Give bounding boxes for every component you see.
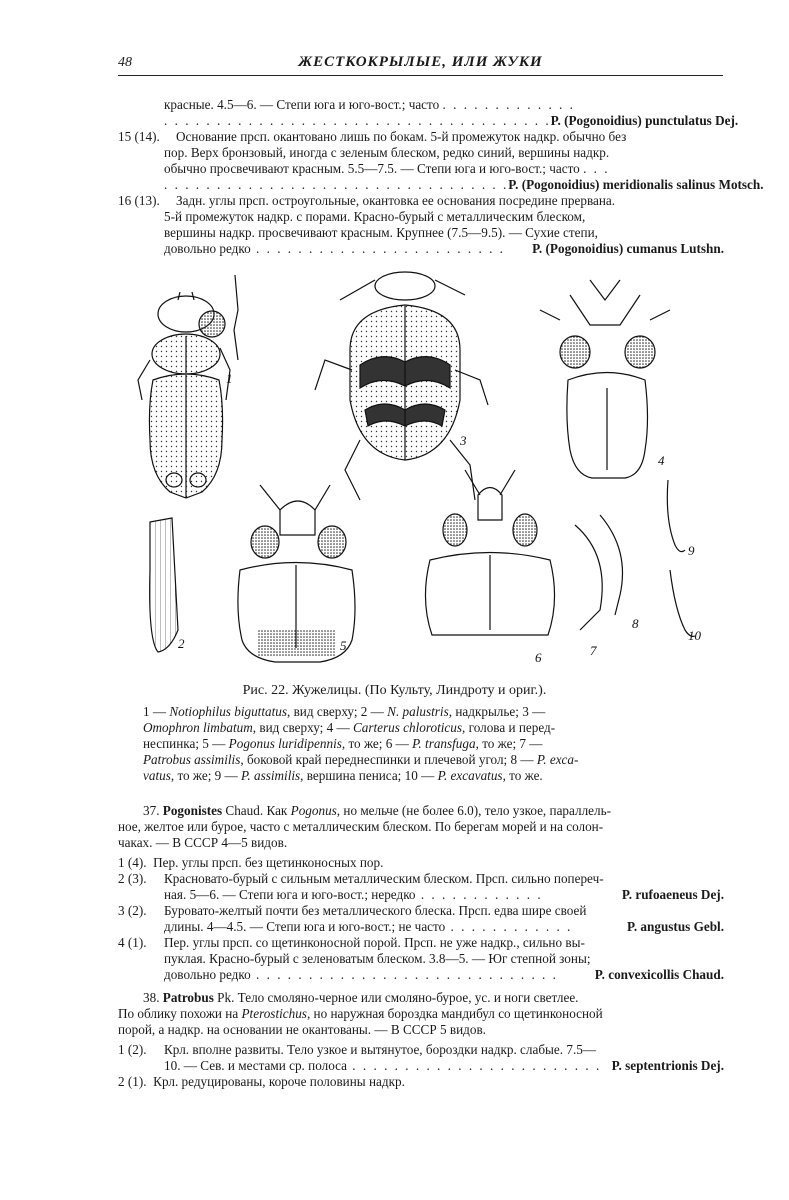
leader-dots: . . . . . . . . . . . . . . . . . . . . . . . . . . . . . . . . . . . . . (164, 113, 551, 128)
species-name: P. convexicollis Chaud. (594, 967, 724, 982)
beetle-3-drawing (315, 272, 488, 500)
figure-label: 9 (688, 543, 695, 558)
key-line: довольно редко . . . . . . . . . . . . . . . . . . . . . . . . . . . . . P. convexicollis Chaud. (164, 967, 724, 982)
outline-7-drawing (575, 525, 602, 630)
figure-label: 8 (632, 616, 639, 631)
outline-9-drawing (667, 480, 685, 552)
species-name: P. (Pogonoidius) cumanus Lutshn. (532, 241, 724, 256)
legend-line: 1 — Notiophilus biguttatus, вид сверху; 2 — N. palustris, надкрылье; 3 — (143, 704, 546, 719)
figure-label: 3 (460, 433, 467, 448)
legend-line: неспинка; 5 — Pogonus luridipennis, то же; 6 — P. transfuga, то же; 7 — (143, 736, 543, 751)
key-line: Основание прсп. окантовано лишь по бокам. 5-й промежуток надкр. обычно без (176, 129, 627, 144)
key-line: ная. 5—6. — Степи юга и юго-вост.; нередко . . . . . . . . . . . . P. rufoaeneus Dej. (164, 887, 724, 902)
couplet-number: 15 (14). (118, 129, 160, 144)
species-name: P. rufoaeneus Dej. (621, 887, 724, 902)
legend-line: Omophron limbatum, вид сверху; 4 — Carterus chloroticus, голова и перед- (143, 720, 556, 735)
outline-10-drawing (670, 570, 695, 636)
key-line: Буровато-желтый почти без металлического блеска. Прсп. едва шире своей (164, 903, 587, 918)
key-line: пор. Верх бронзовый, иногда с зеленым блеском, редко синий, вершины надкр. (164, 145, 610, 160)
key-line: обычно просвечивают красным. 5.5—7.5. — Степи юга и юго-вост.; часто . . . (164, 161, 610, 176)
leader-dots: . . . . . . . . . . . . . . . . . . . . . . . . . . . . . . . . . (164, 177, 509, 192)
leader-dots: . . . . . . . . . . . . . (442, 97, 575, 112)
species-name: P. (Pogonoidius) punctulatus Dej. (550, 113, 739, 128)
couplet-number: 3 (2). (118, 903, 147, 918)
key-line: Красновато-бурый с сильным металлическим блеском. Прсп. сильно попереч- (164, 871, 604, 886)
key-line (164, 113, 739, 129)
key-line: довольно редко . . . . . . . . . . . . . . . . . . . . . . . . P. (Pogonoidius) cumanus Lutshn. (164, 241, 724, 256)
beetle-5-drawing (238, 485, 355, 662)
leader-dots: . . . . . . . . . . . . . . . . . . . . . . . . (250, 241, 505, 256)
species-name: P. angustus Gebl. (627, 919, 724, 934)
leader-dots: . . . . . . . . . . . . (415, 887, 543, 902)
key-line: Пер. углы прсп. со щетинконосной порой. Прсп. не уже надкр., сильно вы- (164, 935, 585, 950)
genus-text: По облику похожи на Pterostichus, но наружная бороздка мандибул со щетинконосной (118, 1006, 603, 1021)
key-line: Задн. углы прсп. остроугольные, окантовка ее основания посредине прервана. (176, 193, 616, 208)
leader-dots: . . . . . . . . . . . . . . . . . . . . . . . . . . . . . (250, 967, 558, 982)
figure-label: 5 (340, 638, 347, 653)
figure-label: 10 (688, 628, 701, 643)
key-line: Крл. вполне развиты. Тело узкое и вытянутое, бороздки надкр. слабые. 7.5— (164, 1042, 597, 1057)
species-name: P. septentrionis Dej. (611, 1058, 724, 1073)
key-line: красные. 4.5—6. — Степи юга и юго-вост.; часто . . . . . . . . . . . . . (164, 97, 575, 112)
figure-label: 7 (590, 643, 597, 658)
couplet-number: 1 (2). (118, 1042, 147, 1057)
genus-text: порой, а надкр. на основании не окантованы. — В СССР 5 видов. (118, 1022, 486, 1037)
key-line: 10. — Сев. и местами ср. полоса . . . . . . . . . . . . . . . . . . . . . . . . P. septentrionis Dej. (164, 1058, 724, 1073)
figure-label: 6 (535, 650, 542, 665)
figure-label: 4 (658, 453, 665, 468)
leader-dots: . . . . . . . . . . . . . . . . . . . . . . . . (347, 1058, 602, 1073)
figure-label: 1 (226, 371, 233, 386)
running-title: ЖЕСТКОКРЫЛЫЕ, ИЛИ ЖУКИ (298, 54, 543, 70)
key-line: пуклая. Красно-бурый с зеленоватым блеском. 3.8—5. — Юг степной зоны; (164, 951, 591, 966)
figure-drawing (120, 270, 720, 670)
key-line (164, 177, 764, 193)
leader-dots: . . . . . . . . . . . . (445, 919, 573, 934)
legend-line: Patrobus assimilis, боковой край переднеспинки и плечевой угол; 8 — P. exca- (143, 752, 579, 767)
figure-label: 2 (178, 636, 185, 651)
genus-heading: 38. Patrobus Pk. Тело смоляно-черное или смоляно-бурое, ус. и ноги светлее. (143, 990, 579, 1005)
beetle-6-drawing (425, 470, 554, 635)
genus-heading: 37. Pogonistes Chaud. Как Pogonus, но мельче (не более 6.0), тело узкое, параллель- (143, 803, 611, 818)
genus-text: ное, желтое или бурое, часто с металлическим блеском. По берегам морей и на солон- (118, 819, 604, 834)
key-line: длины. 4—4.5. — Степи юга и юго-вост.; не часто . . . . . . . . . . . . P. angustus Gebl. (164, 919, 724, 934)
key-line: 1 (4). Пер. углы прсп. без щетинконосных пор. (118, 855, 384, 870)
outline-8-drawing (600, 515, 623, 615)
genus-text: чаках. — В СССР 4—5 видов. (118, 835, 288, 850)
figure-caption: Рис. 22. Жужелицы. (По Культу, Линдроту и ориг.). (242, 683, 547, 698)
couplet-number: 2 (3). (118, 871, 147, 886)
page-number: 48 (118, 55, 132, 70)
elytron-2-drawing (150, 518, 178, 652)
running-header (118, 53, 723, 76)
couplet-number: 4 (1). (118, 935, 147, 950)
key-line: 5-й промежуток надкр. с порами. Красно-бурый с металлическим блеском, (164, 209, 586, 224)
species-name: P. (Pogonoidius) meridionalis salinus Motsch. (508, 177, 764, 192)
couplet-number: 16 (13). (118, 193, 160, 208)
legend-line: vatus, то же; 9 — P. assimilis, вершина пениса; 10 — P. excavatus, то же. (143, 768, 543, 783)
leader-dots: . . . (583, 161, 610, 176)
figure-beetles (120, 270, 720, 670)
key-line: 2 (1). Крл. редуцированы, короче половины надкр. (118, 1074, 405, 1089)
key-line: вершины надкр. просвечивают красным. Крупнее (7.5—9.5). — Сухие степи, (164, 225, 598, 240)
beetle-1-drawing (138, 275, 238, 498)
beetle-4-drawing (540, 280, 670, 478)
